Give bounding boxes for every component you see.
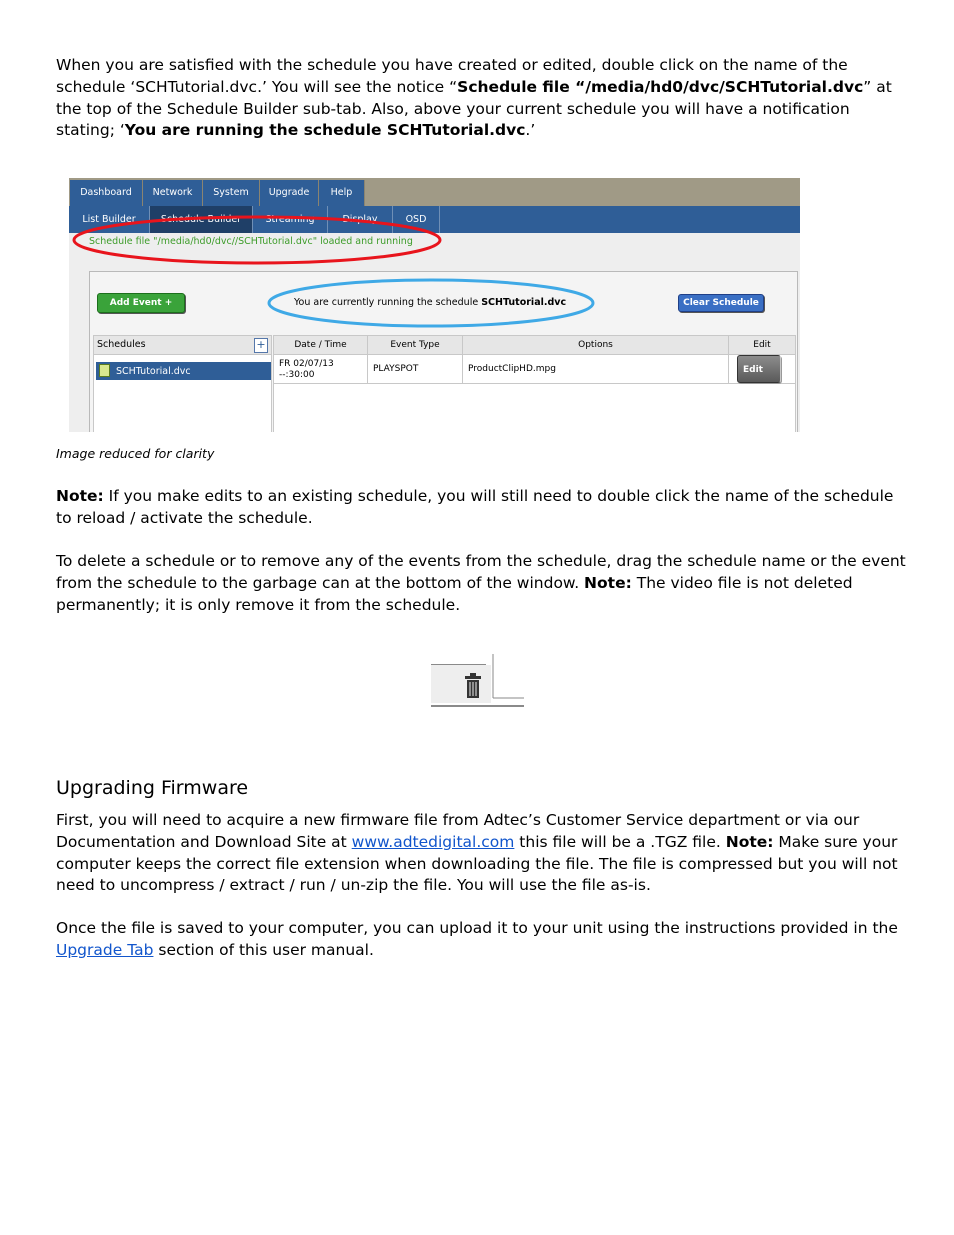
tab-dashboard[interactable]: Dashboard (70, 180, 143, 206)
schedules-header-label: Schedules (97, 339, 146, 350)
tab-network[interactable]: Network (143, 180, 203, 206)
trash-can-icon[interactable] (465, 673, 481, 698)
intro-text-end: .’ (525, 121, 536, 140)
delete-paragraph (56, 551, 906, 616)
firmware-text: First, you will need to acquire a new firmware file from Adtec’s Customer Service department or via our Documentation and Download Site at (56, 811, 860, 851)
schedule-builder-screenshot (69, 178, 800, 432)
time-line: --:30:00 (279, 370, 315, 380)
upload-text: Once the file is saved to your computer, you can upload it to your unit using the instructions provided in the (56, 919, 898, 937)
notice-path-bold: Schedule file “/media/hd0/dvc/SCHTutorial.dvc (457, 77, 864, 96)
intro-paragraph (56, 55, 906, 142)
figure-caption: Image reduced for clarity (56, 446, 215, 461)
col-date-time: Date / Time (274, 336, 368, 354)
firmware-text-3: Make sure your computer keeps the correct file extension when downloading the file. The file is compressed but you will not need to uncompress / extract / run / un-zip the file. You will use the file as-is. (56, 832, 898, 895)
annotation-overlay (69, 178, 800, 432)
delete-text-2: The video file is not deleted permanently; it is only remove it from the schedule. (56, 573, 853, 614)
section-heading: Upgrading Firmware (56, 777, 249, 799)
add-event-button[interactable]: Add Event + (97, 293, 185, 313)
subtab-schedule-builder[interactable]: Schedule Builder (150, 206, 253, 233)
tab-system[interactable]: System (203, 180, 260, 206)
subtab-list-builder[interactable]: List Builder (69, 206, 150, 233)
firmware-paragraph (56, 810, 906, 897)
delete-text: To delete a schedule or to remove any of the events from the schedule, drag the schedule name or the event from the schedule to the garbage can at the bottom of the window. (56, 552, 906, 592)
upload-paragraph (56, 918, 906, 962)
date-line: FR 02/07/13 (279, 359, 334, 369)
cell-event-type: PLAYSPOT (368, 355, 463, 383)
schedule-item-label: SCHTutorial.dvc (116, 366, 191, 377)
col-options: Options (463, 336, 729, 354)
delete-note-label: Note: (584, 573, 632, 592)
adtec-site-link[interactable]: www.adtedigital.com (351, 832, 515, 851)
note-paragraph (56, 486, 906, 530)
tab-help[interactable]: Help (319, 180, 365, 206)
running-notice-bold: You are running the schedule SCHTutorial.dvc (124, 121, 526, 140)
subtab-display[interactable]: Display (328, 206, 393, 233)
firmware-text-2: this file will be a .TGZ file. (514, 832, 726, 851)
upgrade-tab-link[interactable]: Upgrade Tab (56, 940, 154, 959)
col-edit: Edit (753, 340, 771, 350)
red-highlight-ellipse (74, 217, 440, 263)
new-schedule-plus-icon[interactable]: + (254, 338, 268, 353)
clear-schedule-button[interactable]: Clear Schedule (678, 294, 764, 312)
note-label: Note: (56, 487, 104, 505)
firmware-note-label: Note: (725, 832, 774, 851)
running-prefix: You are currently running the schedule (294, 297, 482, 308)
blue-highlight-ellipse (269, 280, 593, 326)
schedule-loaded-notice: Schedule file "/media/hd0/dvc//SCHTutorial.dvc" loaded and running (89, 236, 413, 247)
intro-text-2: ” at the top of the Schedule Builder sub-tab. Also, above your current schedule you will have a notification stating; ‘ (56, 77, 892, 140)
col-event-type: Event Type (368, 336, 463, 354)
garbage-can-figure (431, 652, 524, 708)
intro-text: When you are satisfied with the schedule you have created or edited, double click on the name of the schedule ‘SCHTutorial.dvc.’ You will see the notice “ (56, 56, 848, 96)
edit-button[interactable]: Edit (737, 355, 781, 383)
subtab-osd[interactable]: OSD (393, 206, 440, 233)
tab-upgrade[interactable]: Upgrade (260, 180, 319, 206)
running-schedule-name: SCHTutorial.dvc (481, 297, 567, 308)
note-text: If you make edits to an existing schedule, you will still need to double click the name of the schedule to reload / activate the schedule. (56, 487, 894, 527)
cell-options: ProductClipHD.mpg (463, 355, 729, 383)
upload-text-2: section of this user manual. (153, 940, 374, 959)
subtab-streaming[interactable]: Streaming (253, 206, 328, 233)
